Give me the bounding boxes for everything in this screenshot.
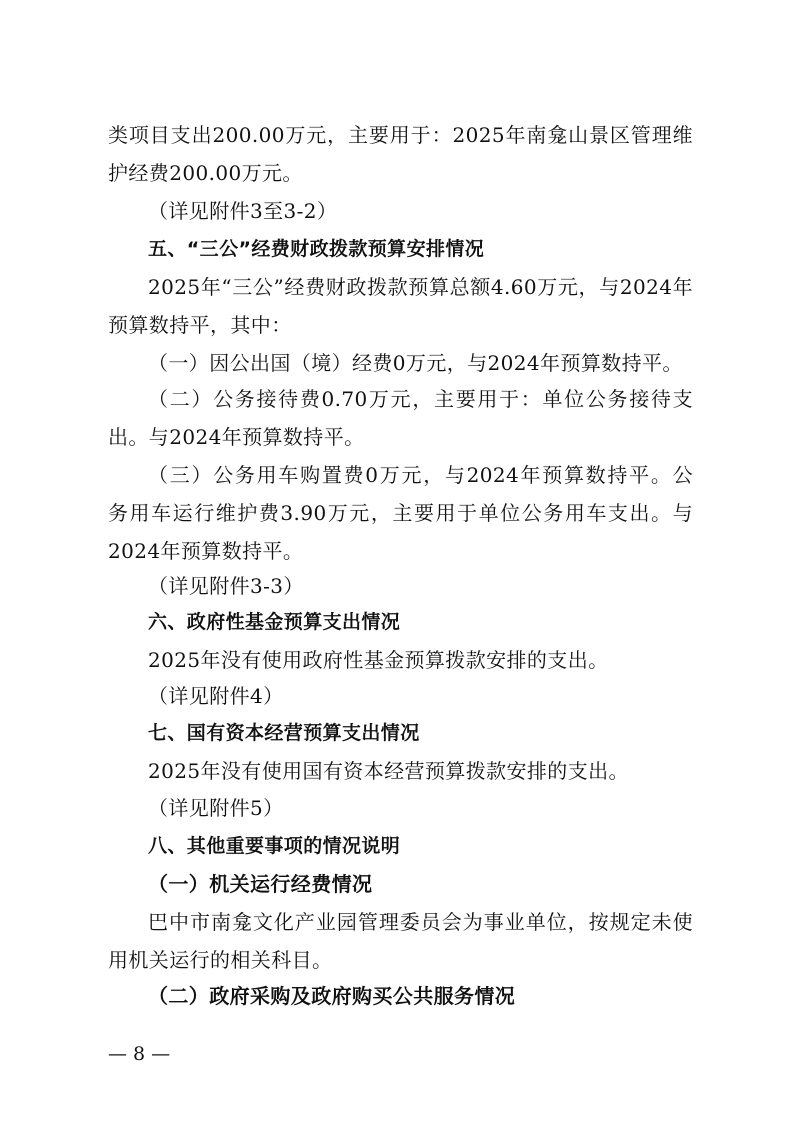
subsection-heading-2: （二）政府采购及政府购买公共服务情况 [148, 984, 516, 1008]
page-number: — 8 — [108, 1043, 171, 1065]
reference-note: （详见附件5） [148, 796, 284, 820]
paragraph-line: 用机关运行的相关科目。 [108, 948, 333, 972]
paragraph-line: 护经费200.00万元。 [108, 161, 303, 185]
subsection-heading-1: （一）机关运行经费情况 [148, 872, 373, 896]
paragraph-line: 巴中市南龛文化产业园管理委员会为事业单位，按规定未使 [148, 910, 693, 934]
section-heading-8: 八、其他重要事项的情况说明 [148, 835, 401, 857]
section-heading-7: 七、国有资本经营预算支出情况 [148, 722, 420, 744]
section-heading-5: 五、“三公”经费财政拨款预算安排情况 [148, 238, 485, 260]
paragraph-line: 2024年预算数持平。 [108, 539, 304, 563]
paragraph-line: 类项目支出200.00万元，主要用于：2025年南龛山景区管理维 [108, 123, 693, 147]
paragraph-line: 2025年没有使用政府性基金预算拨款安排的支出。 [148, 648, 609, 672]
paragraph-line: （一）因公出国（境）经费0万元，与2024年预算数持平。 [148, 351, 683, 375]
paragraph-line: 出。与2024年预算数持平。 [108, 425, 365, 449]
reference-note: （详见附件4） [148, 684, 284, 708]
paragraph-line: 预算数持平，其中： [108, 313, 292, 337]
section-heading-6: 六、政府性基金预算支出情况 [148, 611, 401, 633]
reference-note: （详见附件3至3-2） [148, 199, 338, 223]
paragraph-line: 2025年没有使用国有资本经营预算拨款安排的支出。 [148, 759, 629, 783]
paragraph-line: （二）公务接待费0.70万元，主要用于：单位公务接待支 [148, 387, 693, 411]
paragraph-line: 务用车运行维护费3.90万元，主要用于单位公务用车支出。与 [108, 501, 693, 525]
reference-note: （详见附件3-3） [148, 574, 304, 598]
paragraph-line: 2025年“三公”经费财政拨款预算总额4.60万元，与2024年 [148, 275, 693, 299]
paragraph-line: （三）公务用车购置费0万元，与2024年预算数持平。公 [148, 463, 693, 487]
